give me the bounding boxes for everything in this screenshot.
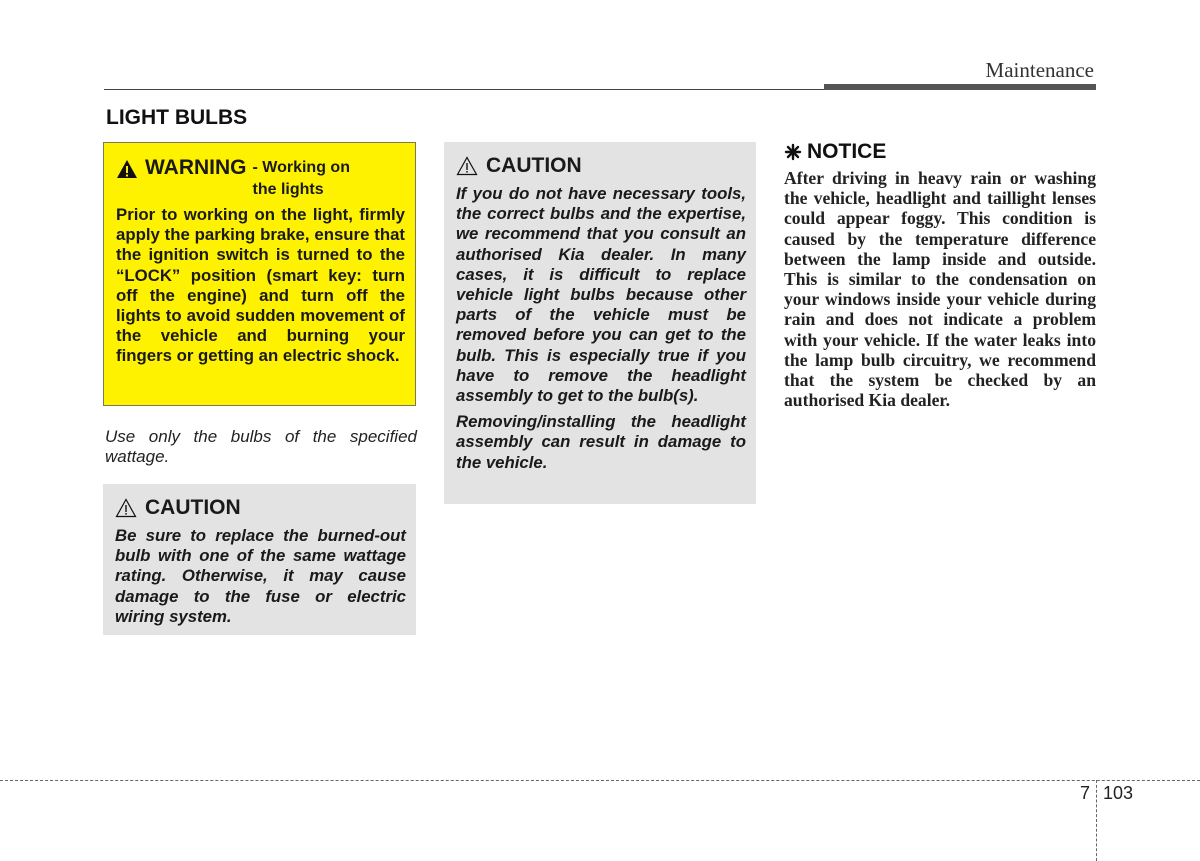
warning-label: WARNING — [145, 156, 247, 179]
warning-subtitle: - Working on the lights — [252, 159, 350, 198]
warning-body: Prior to working on the light, firmly apply the parking brake, ensure that the ignition switch is turned to the “LOCK” position (smart key: turn off the engine) and turn off the lights to avoid sudden movement of the vehicle and burning your fingers or getting an electric shock. — [116, 205, 405, 366]
header-rule-accent — [824, 84, 1096, 90]
chapter-number: 7 — [1080, 783, 1091, 803]
header-rule — [104, 89, 824, 90]
warning-box — [103, 142, 416, 406]
caution-label: CAUTION — [145, 496, 241, 519]
caution-triangle-icon — [456, 156, 478, 176]
warning-header — [116, 155, 405, 201]
caution-label: CAUTION — [486, 154, 582, 177]
caution-header — [456, 152, 746, 180]
caution-paragraph: If you do not have necessary tools, the correct bulbs and the expertise, we recommend that you consult an authorised Kia dealer. In many cases, it is difficult to replace vehicle light bulbs because other parts of the vehicle must be removed before you can get to the bulb. This is especially true if you have to remove the headlight assembly to get to the bulb(s). — [456, 184, 746, 406]
wattage-note: Use only the bulbs of the specified wattage. — [105, 427, 417, 466]
footer-rule — [0, 780, 1200, 781]
warning-triangle-icon — [116, 159, 138, 179]
section-title: LIGHT BULBS — [106, 106, 248, 129]
caution-body — [456, 184, 746, 473]
caution-header — [115, 494, 406, 522]
caution-box-tools — [444, 142, 756, 504]
notice-label: NOTICE — [807, 140, 887, 163]
footer-divider — [1096, 780, 1097, 861]
notice-header — [784, 140, 886, 164]
caution-box-wattage — [103, 484, 416, 635]
page-number: 103 — [1103, 783, 1134, 803]
caution-paragraph: Removing/installing the headlight assembly can result in damage to the vehicle. — [456, 412, 746, 472]
notice-body: After driving in heavy rain or washing the vehicle, headlight and taillight lenses could appear foggy. This condition is caused by the temperature difference between the lamp inside and outside. This is similar to the condensation on your windows inside your vehicle during rain and does not indicate a problem with your vehicle. If the water leaks into the lamp bulb circuitry, we recommend that the system be checked by an authorised Kia dealer. — [784, 168, 1096, 411]
asterisk-icon — [784, 143, 802, 161]
running-header: Maintenance — [985, 58, 1094, 82]
caution-body: Be sure to replace the burned-out bulb with one of the same wattage rating. Otherwise, it may cause damage to the fuse or electric wiring system. — [115, 526, 406, 626]
caution-triangle-icon — [115, 498, 137, 518]
